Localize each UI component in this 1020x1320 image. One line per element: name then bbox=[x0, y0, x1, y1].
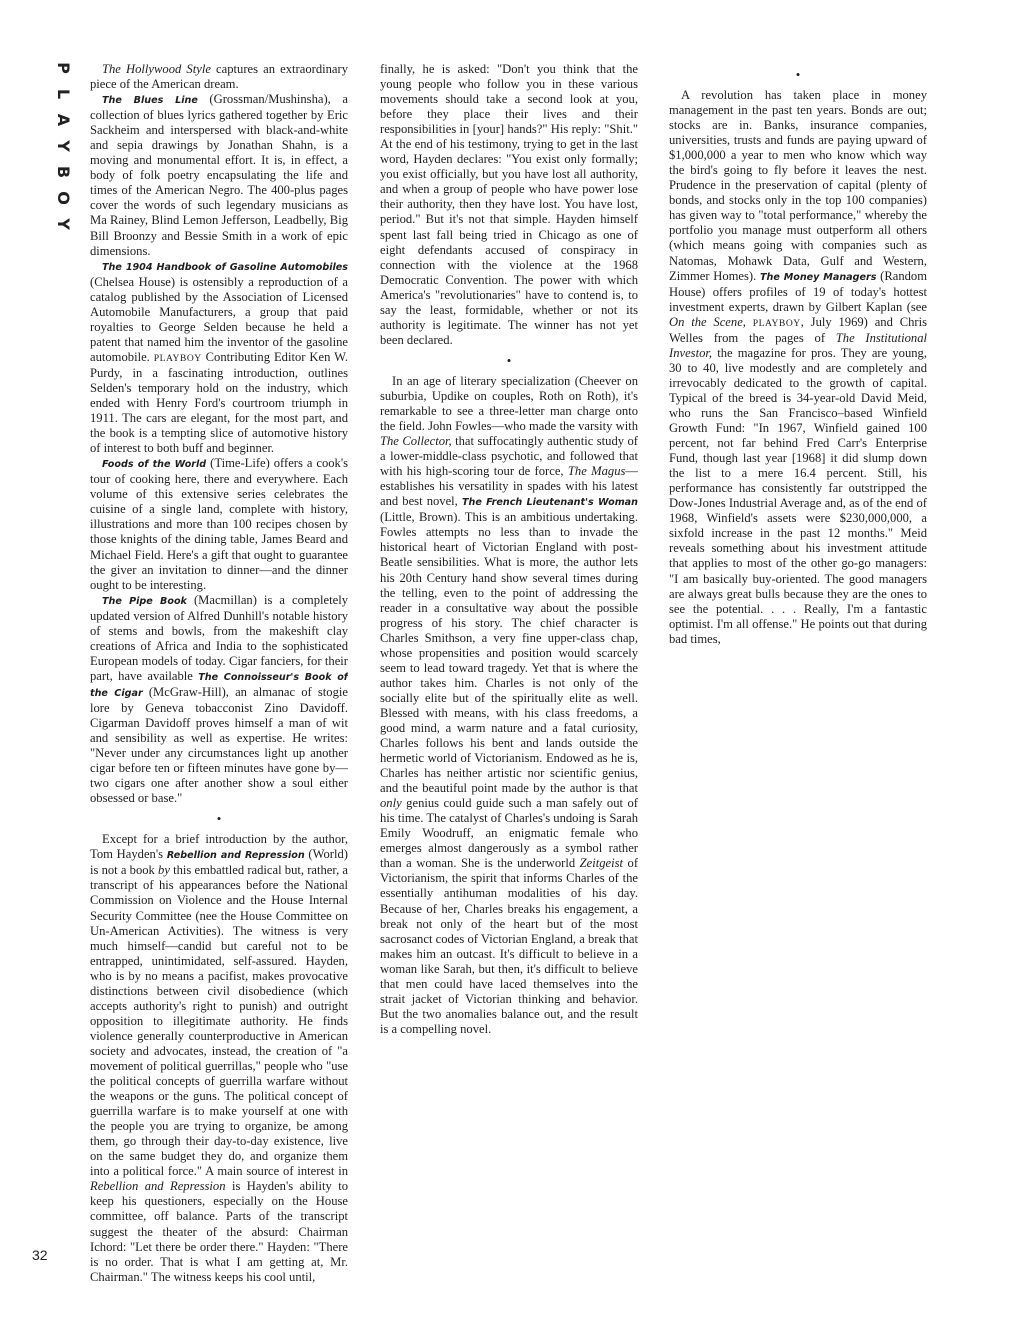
text-column-3 bbox=[669, 62, 927, 1287]
book-title: The French Lieutenant's Woman bbox=[461, 497, 638, 509]
masthead-letter: B bbox=[53, 165, 73, 179]
text-column-2 bbox=[380, 62, 638, 1287]
section-separator: • bbox=[506, 352, 512, 368]
review-rebellion-and-repression: Except for a brief introduction by the author, Tom Hayden's Rebellion and Repression (World) is not a book by this embattled radical but, rather, a transcript of his appearances before the National Commission on Violence and the House Internal Security Committee (nee the House Committee on Un-American Activities). The witness is very much himself—candid but careful not to be entrapped, unintimidated, self-assured. Hayden, who is by no means a pacifist, makes provocative distinctions between civil disobedience (which accepts authority's right to punish) and outright opposition to illegitimate authority. He finds violence generally counterproductive in American society and advocates, instead, the creation of "a movement of political guerrillas," people who "use the political concepts of guerrilla warfare without the weapons or the guns. The political concept of guerrilla warfare is to make yourself at one with the people you are trying to organize, be among them, go through their day-to-day existence, live on the same budget they do, and organize them into a political force." A main source of interest in Rebellion and Repression is Hayden's ability to keep his questioners, especially on the House committee, off balance. Parts of the transcript suggest the theater of the absurd: Chairman Ichord: "Let there be order there." Hayden: "There is no order. That is what I am getting at, Mr. Chairman." The witness keeps his cool until, bbox=[90, 832, 348, 1284]
text-column-1 bbox=[90, 62, 348, 1287]
book-title: The 1904 Handbook of Gasoline Automobiles bbox=[102, 261, 348, 273]
masthead-letter: O bbox=[53, 191, 73, 205]
book-title: Rebellion and Repression bbox=[166, 850, 305, 862]
review-foods-of-the-world: Foods of the World (Time-Life) offers a cook's tour of cooking here, there and everywhere. Each volume of this extensive series celebrates the cuisine of a single land, complete with history, illustrations and more than 100 recipes chosen by those knights of the dining table, James Beard and Michael Field. Here's a gift that ought to guarantee the giver an invitation to dinner—and the dinner ought to be interesting. bbox=[90, 456, 348, 592]
page-number: 32 bbox=[32, 1247, 48, 1263]
book-title: The Connoisseur's Book of the Cigar bbox=[90, 671, 348, 699]
review-handbook-gasoline-automobiles: The 1904 Handbook of Gasoline Automobiles (Chelsea House) is ostensibly a reproduction of a catalog published by the Association of Licensed Automobile Manufacturers, a group that paid royalties to George Selden because he held a patent that named him the inventor of the gasoline automobile. PLAYBOY Contributing Editor Ken W. Purdy, in a fascinating introduction, outlines Selden's temporary hold on the industry, which ended with Henry Ford's courtroom triumph in 1911. The cars are elegant, for the most part, and the book is a tempting slice of automotive history of interest to both buff and beginner. bbox=[90, 261, 348, 456]
review-money-managers: A revolution has taken place in money management in the past ten years. Bonds are out; stocks are in. Banks, insurance companies, universities, trusts and funds are paying upward of $1,000,000 a year to men who know which way the bird's going to fly before it leaves the nest. Prudence in the preservation of capital (plenty of bonds, and stocks only in the top 100 companies) has given way to "total performance," whereby the portfolio you manage must outperform all others (which means going with companies such as Natomas, Mohawk Data, Gulf and Western, Zimmer Homes). The Money Managers (Random House) offers profiles of 19 of today's hottest investment experts, drawn by Gilbert Kaplan (see On the Scene, PLAYBOY, July 1969) and Chris Welles from the pages of The Institutional Investor, the magazine for pros. They are young, 30 to 40, live modestly and are completely and irrevocably dedicated to the growth of capital. Typical of the breed is 34-year-old David Meid, who runs the San Francisco–based Winfield Growth Fund: "In 1967, Winfield gained 100 percent, not far behind Fred Carr's Enterprise Fund, though last year [1968] it did slump down the list to a mere 16.4 percent. Still, his performance has consistently far outstripped the Dow-Jones Industrial Average and, as of the end of 1968, Winfield's assets were $230,000,000, a sixfold increase in the past 12 months." Meid reveals something about his investment attitude that applies to most of the other go-go managers: "I am basically buy-oriented. The good managers are always great bulls because they are the ones to see the potential. . . . Really, I'm a fantastic optimist. I'm all offense." He points out that during bad times, bbox=[669, 88, 927, 646]
book-title: The Blues Line bbox=[102, 95, 198, 107]
review-blues-line: The Blues Line (Grossman/Mushinsha), a collection of blues lyrics gathered together by Eric Sackheim and interspersed with black-and-white and sepia drawings by Jonathan Shahn, is a moving and monumental effort. It is, in effect, a body of folk poetry encapsulating the life and times of the American Negro. The 400-plus pages cover the words of such legendary musicians as Ma Rainey, Blind Lemon Jefferson, Leadbelly, Big Bill Broonzy and Bessie Smith in a work of epic dimensions. bbox=[90, 92, 348, 258]
book-title: Foods of the World bbox=[102, 459, 207, 471]
review-pipe-book: The Pipe Book (Macmillan) is a completely updated version of Alfred Dunhill's notable history of stems and bowls, from the makeshift clay creations of Africa and India to the sophisticated European models of today. Cigar fanciers, for their part, have available The Connoisseur's Book of the Cigar (McGraw-Hill), an almanac of stogie lore by Geneva tobacconist Zino Davidoff. Cigarman Davidoff proves himself a man of wit and sensibility as well as expertise. He writes: "Never under any circumstances light up another cigar before ten or fifteen minutes have gone by—two cigars one after another show a soul either obsessed or base." bbox=[90, 592, 348, 806]
review-french-lieutenants-woman: In an age of literary specialization (Cheever on suburbia, Updike on couples, Roth on Roth), it's remarkable to see a three-letter man charge onto the field. John Fowles—who made the varsity with The Collector, that suffocatingly authentic study of a lower-middle-class psychotic, and followed that with his high-scoring tour de force, The Magus—establishes his versatility in spades with his latest and best novel, The French Lieutenant's Woman (Little, Brown). This is an ambitious undertaking. Fowles attempts no less than to invade the historical heart of Victorian England with post-Beatle sensibilities. What is more, the author lets his 20th Century hand show several times during the telling, even to the point of addressing the reader in a consultative way about the possible progress of his story. The chief character is Charles Smithson, a very fine upper-class chap, whose propensities and position would scarcely seem to lead toward tragedy. Yet that is where the author takes him. Charles is not only of the socially elite but of the spiritually elite as well. Blessed with means, with his class freedoms, a good mind, a warm nature and a fatal curiosity, Charles follows his bent and lands outside the hermetic world of Victorianism. Endowed as he is, Charles has neither artistic nor scientific genius, and the beautiful point made by the author is that only genius could guide such a man safely out of his time. The catalyst of Charles's undoing is Sarah Emily Woodruff, an enigmatic female who emerges almost dangerously as a symbol rather than a woman. She is the underworld Zeitgeist of Victorianism, the spirit that informs Charles of the essentially antihuman modalities of his day. Because of her, Charles breaks his engagement, a break not only of the heart but of the most sacrosanct codes of Victorian England, a break that makes him an outcast. It's difficult to believe in a woman like Sarah, but then, it's difficult to believe that men could have laced themselves into the strait jacket of Victorian thinking and behavior. But the two anomalies balance out, and the result is a compelling novel. bbox=[380, 373, 638, 1036]
masthead-letter: P bbox=[53, 62, 73, 74]
section-separator: • bbox=[216, 811, 222, 827]
magazine-name: PLAYBOY bbox=[752, 317, 801, 329]
playboy-masthead bbox=[52, 60, 74, 242]
review-hollywood-style: The Hollywood Style captures an extraordinary piece of the American dream. bbox=[90, 62, 348, 92]
book-title: The Pipe Book bbox=[102, 595, 187, 607]
review-rebellion-and-repression-continued: finally, he is asked: "Don't you think that the young people who follow you in these various movements should take a second look at you, before they place their lives and their responsibilities in [your] hands?" His reply: "Shit." At the end of his testimony, trying to get in the last word, Hayden declares: "You exist only formally; you exist officially, but you have lost all authority, and when a group of people who have power lose their authority, then they have lost. You have lost, period." But it's not that simple. Hayden himself spent last fall being tried in Chicago as one of eight defendants accused of conspiracy in connection with the violence at the 1968 Democratic Convention. The power with which America's "revolutionaries" have to contend is, to say the least, formidable, whether or not its authority is legitimate. The winner has not yet been declared. bbox=[380, 62, 638, 347]
magazine-name: PLAYBOY bbox=[153, 352, 202, 364]
masthead-letter: Y bbox=[54, 218, 73, 230]
masthead-letter: Y bbox=[54, 140, 73, 152]
book-title: The Money Managers bbox=[759, 271, 877, 283]
masthead-letter: A bbox=[53, 113, 73, 127]
section-separator: • bbox=[795, 67, 801, 82]
masthead-letter: L bbox=[53, 88, 73, 100]
